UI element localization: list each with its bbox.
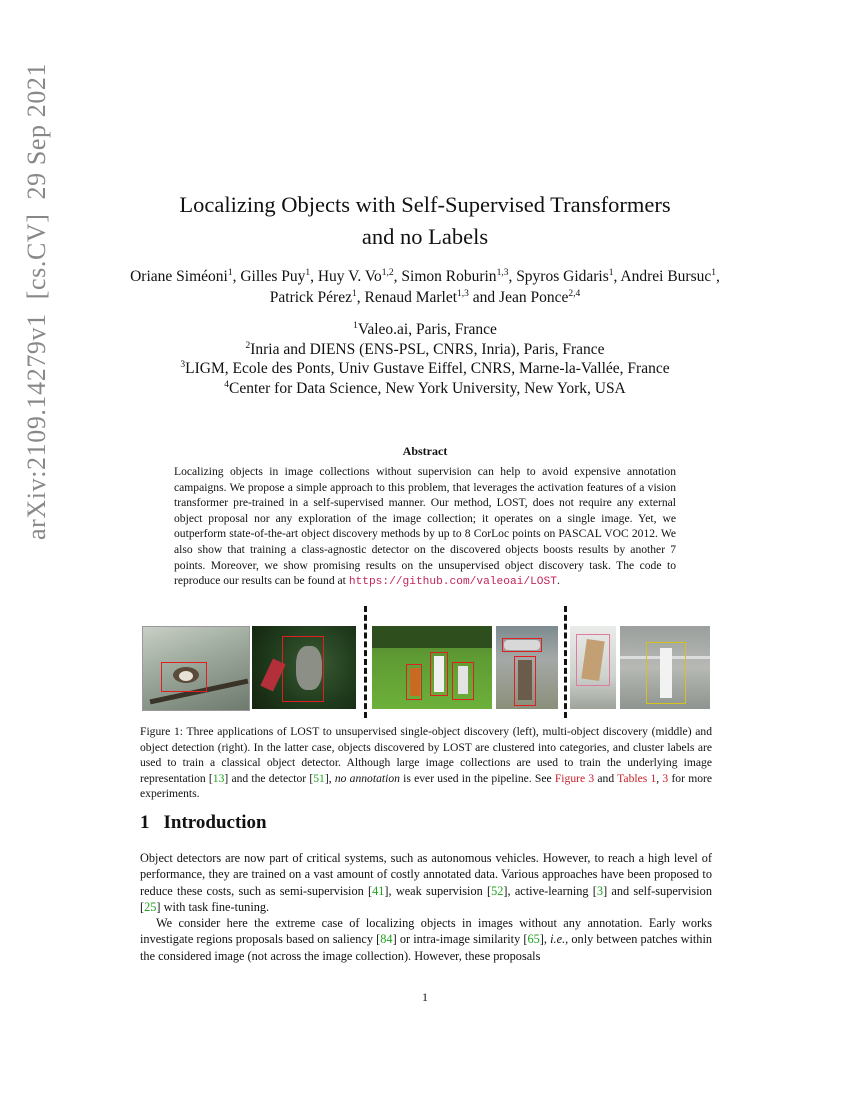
body-text: ] or intra-image similarity [ bbox=[392, 932, 528, 947]
author bbox=[270, 289, 357, 306]
bbox-kid-2 bbox=[430, 652, 448, 696]
author-name: Spyros Gidaris bbox=[516, 268, 609, 285]
body-text: ], bbox=[539, 932, 551, 947]
photo-cat-tree bbox=[252, 626, 356, 709]
author-list bbox=[120, 266, 730, 308]
title-line-1: Localizing Objects with Self-Supervised Transformers bbox=[179, 192, 671, 217]
author-name: Jean Ponce bbox=[499, 289, 569, 306]
author bbox=[364, 289, 468, 306]
bbox-person bbox=[514, 656, 536, 706]
section-number: 1 bbox=[140, 812, 150, 833]
citation-link[interactable]: 25 bbox=[144, 899, 157, 914]
paragraph bbox=[140, 915, 712, 964]
author-name: Oriane Siméoni bbox=[130, 268, 228, 285]
body-text: ] with task fine-tuning. bbox=[156, 899, 270, 914]
affiliation-number: 4 bbox=[224, 379, 229, 390]
abstract-end: . bbox=[556, 574, 560, 588]
affiliation bbox=[120, 379, 730, 399]
photo-giraffe bbox=[570, 626, 616, 709]
author-affiliation-mark: 1 bbox=[227, 267, 233, 278]
body-text: Object detectors are now part of critical systems, such as autonomous vehicles. However, to reach a high level of performance, they are trained on a vast amount of costly annotated data. Various approaches have been proposed to reduce these costs, such as semi-supervision [ bbox=[140, 851, 712, 898]
author-name: Gilles Puy bbox=[240, 268, 306, 285]
author-affiliation-mark: 1 bbox=[351, 288, 357, 299]
code-url-link[interactable]: https://github.com/valeoai/LOST bbox=[348, 576, 557, 589]
bbox-tennis-player bbox=[646, 642, 686, 704]
affiliation-text: Inria and DIENS (ENS-PSL, CNRS, Inria), Paris, France bbox=[250, 340, 605, 358]
separator-right bbox=[564, 606, 567, 718]
author-affiliation-mark: 1 bbox=[711, 267, 716, 278]
bbox-kid-3 bbox=[452, 662, 474, 700]
author-separator: , bbox=[613, 268, 621, 285]
author-separator: , bbox=[232, 268, 241, 285]
citation-link[interactable]: 52 bbox=[491, 883, 504, 898]
author bbox=[130, 268, 232, 285]
affiliation-list bbox=[120, 320, 730, 398]
figure-label: Figure 1: bbox=[140, 725, 183, 738]
caption-text: ], bbox=[324, 771, 335, 785]
author-separator: , bbox=[310, 268, 318, 285]
bbox-kid-1 bbox=[406, 664, 422, 700]
arxiv-stamp bbox=[22, 49, 52, 540]
paragraph bbox=[140, 850, 712, 915]
body-text: ], active-learning [ bbox=[503, 883, 597, 898]
author-affiliation-mark: 1,3 bbox=[457, 288, 469, 299]
bbox-cat bbox=[282, 636, 324, 702]
section-heading bbox=[140, 812, 267, 834]
arxiv-date: 29 Sep 2021 bbox=[22, 62, 51, 200]
author-affiliation-mark: 1,2 bbox=[381, 267, 394, 278]
section-title: Introduction bbox=[163, 812, 267, 833]
body-emphasis: i.e. bbox=[550, 932, 566, 947]
figure-ref-link[interactable]: Figure 3 bbox=[554, 771, 595, 785]
citation-link[interactable]: 41 bbox=[372, 883, 385, 898]
body-text: We consider here the extreme case of localizing objects in images without any annotation. Early works investigate regions proposals based on saliency [ bbox=[140, 916, 712, 947]
photo-bird bbox=[142, 626, 250, 711]
title-line-2: and no Labels bbox=[361, 224, 489, 249]
bbox-bird bbox=[161, 662, 207, 692]
author-name: Andrei Bursuc bbox=[620, 268, 712, 285]
affiliation-text: Center for Data Science, New York University, New York, USA bbox=[228, 379, 626, 397]
author-name: Patrick Pérez bbox=[269, 289, 352, 306]
author bbox=[240, 268, 310, 285]
author-affiliation-mark: 2,4 bbox=[568, 288, 581, 299]
citation-link[interactable]: 13 bbox=[212, 771, 225, 785]
photo-kids-field bbox=[372, 626, 492, 709]
author-name: Renaud Marlet bbox=[364, 289, 458, 306]
affiliation-text: LIGM, Ecole des Ponts, Univ Gustave Eiffel, CNRS, Marne-la-Vallée, France bbox=[185, 360, 670, 377]
author bbox=[499, 289, 580, 306]
affiliation bbox=[120, 320, 730, 340]
author-affiliation-mark: 1,3 bbox=[496, 267, 509, 278]
table-ref-link[interactable]: Tables 1 bbox=[617, 771, 657, 785]
bbox-car bbox=[502, 638, 542, 652]
author-affiliation-mark: 1 bbox=[608, 267, 614, 278]
author bbox=[516, 268, 613, 285]
author bbox=[401, 268, 508, 285]
arxiv-id[interactable]: arXiv:2109.14279v1 bbox=[22, 313, 51, 540]
affiliation-number: 1 bbox=[353, 320, 358, 331]
caption-text: and bbox=[594, 771, 618, 785]
introduction-body bbox=[140, 850, 712, 964]
abstract-text: Localizing objects in image collections without supervision can help to avoid expensive annotation campaigns. We propose a simple approach to this problem, that leverages the activation features of a vision transformer pre-trained in a self-supervised manner. Our method, LOST, does not require any external object proposal nor any exploration of the image collection; it operates on a single image. Yet, we outperform state-of-the-art object discovery methods by up to 8 CorLoc points on PASCAL VOC 2012. We also show that training a class-agnostic detector on the discovered objects boosts results by another 7 points. Moreover, we show promising results on the unsupervised object discovery task. The code to reproduce our results can be found at bbox=[174, 465, 676, 588]
caption-text: ] and the detector [ bbox=[224, 771, 314, 785]
body-text: , only between patches within the considered image (not across the image collection). However, these proposals bbox=[140, 932, 713, 963]
affiliation-number: 2 bbox=[245, 340, 251, 351]
photo-tennis bbox=[620, 626, 710, 709]
affiliation bbox=[120, 359, 730, 379]
photo-street-car bbox=[496, 626, 558, 709]
author-separator: , bbox=[716, 268, 720, 285]
author-separator: and bbox=[468, 289, 500, 306]
caption-text: Three applications of LOST to unsupervised single-object discovery (left), multi-object discovery (middle) and object detection (right). In the latter case, objects discovered by LOST are clustered into categories, and cluster labels are used to train a classical object detector. Although large image collections are used to train the underlying image representation [ bbox=[140, 725, 713, 785]
author-separator: , bbox=[393, 268, 402, 285]
abstract-body bbox=[174, 464, 676, 591]
citation-link[interactable]: 3 bbox=[596, 883, 604, 898]
author-separator: , bbox=[508, 268, 517, 285]
page-number: 1 bbox=[422, 990, 428, 1004]
table-ref-link[interactable]: 3 bbox=[662, 771, 669, 785]
affiliation-number: 3 bbox=[180, 359, 186, 370]
bbox-giraffe bbox=[576, 634, 610, 686]
paper-title bbox=[120, 189, 730, 253]
separator-left bbox=[364, 606, 367, 718]
figure-1 bbox=[140, 606, 712, 718]
affiliation bbox=[120, 340, 730, 360]
author bbox=[620, 268, 716, 285]
citation-link[interactable]: 65 bbox=[527, 932, 540, 947]
caption-text: is ever used in the pipeline. See bbox=[399, 771, 555, 785]
citation-link[interactable]: 84 bbox=[380, 932, 393, 947]
figure-1-caption bbox=[140, 724, 712, 802]
arxiv-category: [cs.CV] bbox=[22, 213, 51, 300]
author-name: Huy V. Vo bbox=[317, 268, 382, 285]
author-name: Simon Roburin bbox=[401, 268, 497, 285]
citation-link[interactable]: 51 bbox=[313, 771, 325, 785]
author bbox=[318, 268, 394, 285]
abstract-heading: Abstract bbox=[402, 444, 448, 458]
author-affiliation-mark: 1 bbox=[305, 267, 311, 278]
body-text: ] and self-supervision [ bbox=[140, 883, 712, 914]
affiliation-text: Valeo.ai, Paris, France bbox=[357, 321, 497, 338]
caption-emphasis: no annotation bbox=[334, 771, 400, 785]
caption-text: for more experiments. bbox=[140, 771, 713, 801]
caption-text: , bbox=[656, 771, 663, 785]
author-separator: , bbox=[356, 289, 365, 306]
body-text: ], weak supervision [ bbox=[384, 883, 492, 898]
